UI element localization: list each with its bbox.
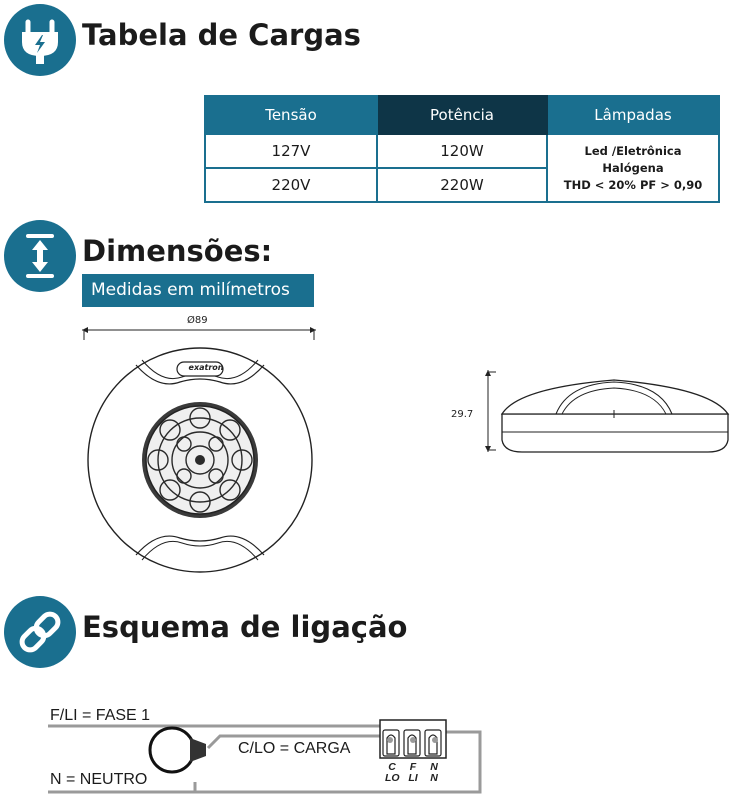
table-header-row bbox=[205, 96, 719, 134]
side-view-drawing bbox=[478, 360, 736, 470]
plug-icon bbox=[4, 4, 76, 76]
phase-label: F/LI = FASE 1 bbox=[50, 707, 151, 724]
height-label: 29.7 bbox=[451, 409, 474, 420]
loads-table bbox=[204, 95, 720, 203]
lamp-type: Halógena bbox=[602, 160, 664, 175]
terminal-bottom: N bbox=[430, 772, 438, 784]
cell-potencia: 120W bbox=[377, 134, 547, 168]
cell-lampadas bbox=[547, 134, 719, 202]
height-arrows-icon bbox=[4, 220, 76, 292]
lamp-type: THD < 20% PF > 0,90 bbox=[563, 177, 703, 192]
cell-potencia: 220W bbox=[377, 168, 547, 202]
link-icon bbox=[4, 596, 76, 668]
section-title-dimensions: Dimensões: bbox=[82, 234, 273, 268]
neutral-label: N = NEUTRO bbox=[50, 771, 148, 788]
terminal-top: C bbox=[388, 761, 396, 773]
header-lampadas: Lâmpadas bbox=[547, 96, 719, 134]
table-row bbox=[205, 134, 719, 168]
lamp-type: Led /Eletrônica bbox=[584, 143, 682, 158]
header-potencia: Potência bbox=[377, 96, 547, 134]
terminal-bottom: LO bbox=[385, 772, 400, 784]
load-label: C/LO = CARGA bbox=[238, 740, 351, 757]
terminal-label-c bbox=[385, 762, 399, 784]
top-view-drawing bbox=[70, 310, 330, 580]
header-tensao: Tensão bbox=[205, 96, 377, 134]
units-subtitle: Medidas em milímetros bbox=[82, 274, 314, 307]
brand-logo: exatron bbox=[188, 363, 224, 372]
terminal-label-f bbox=[406, 762, 420, 784]
diameter-label: Ø89 bbox=[187, 315, 208, 326]
section-title-loads: Tabela de Cargas bbox=[82, 18, 361, 52]
terminal-top: F bbox=[409, 761, 417, 773]
cell-tensao: 220V bbox=[205, 168, 377, 202]
terminal-bottom: LI bbox=[408, 772, 418, 784]
cell-tensao: 127V bbox=[205, 134, 377, 168]
terminal-top: N bbox=[430, 761, 438, 773]
terminal-label-n bbox=[427, 762, 441, 784]
section-title-wiring: Esquema de ligação bbox=[82, 610, 408, 644]
